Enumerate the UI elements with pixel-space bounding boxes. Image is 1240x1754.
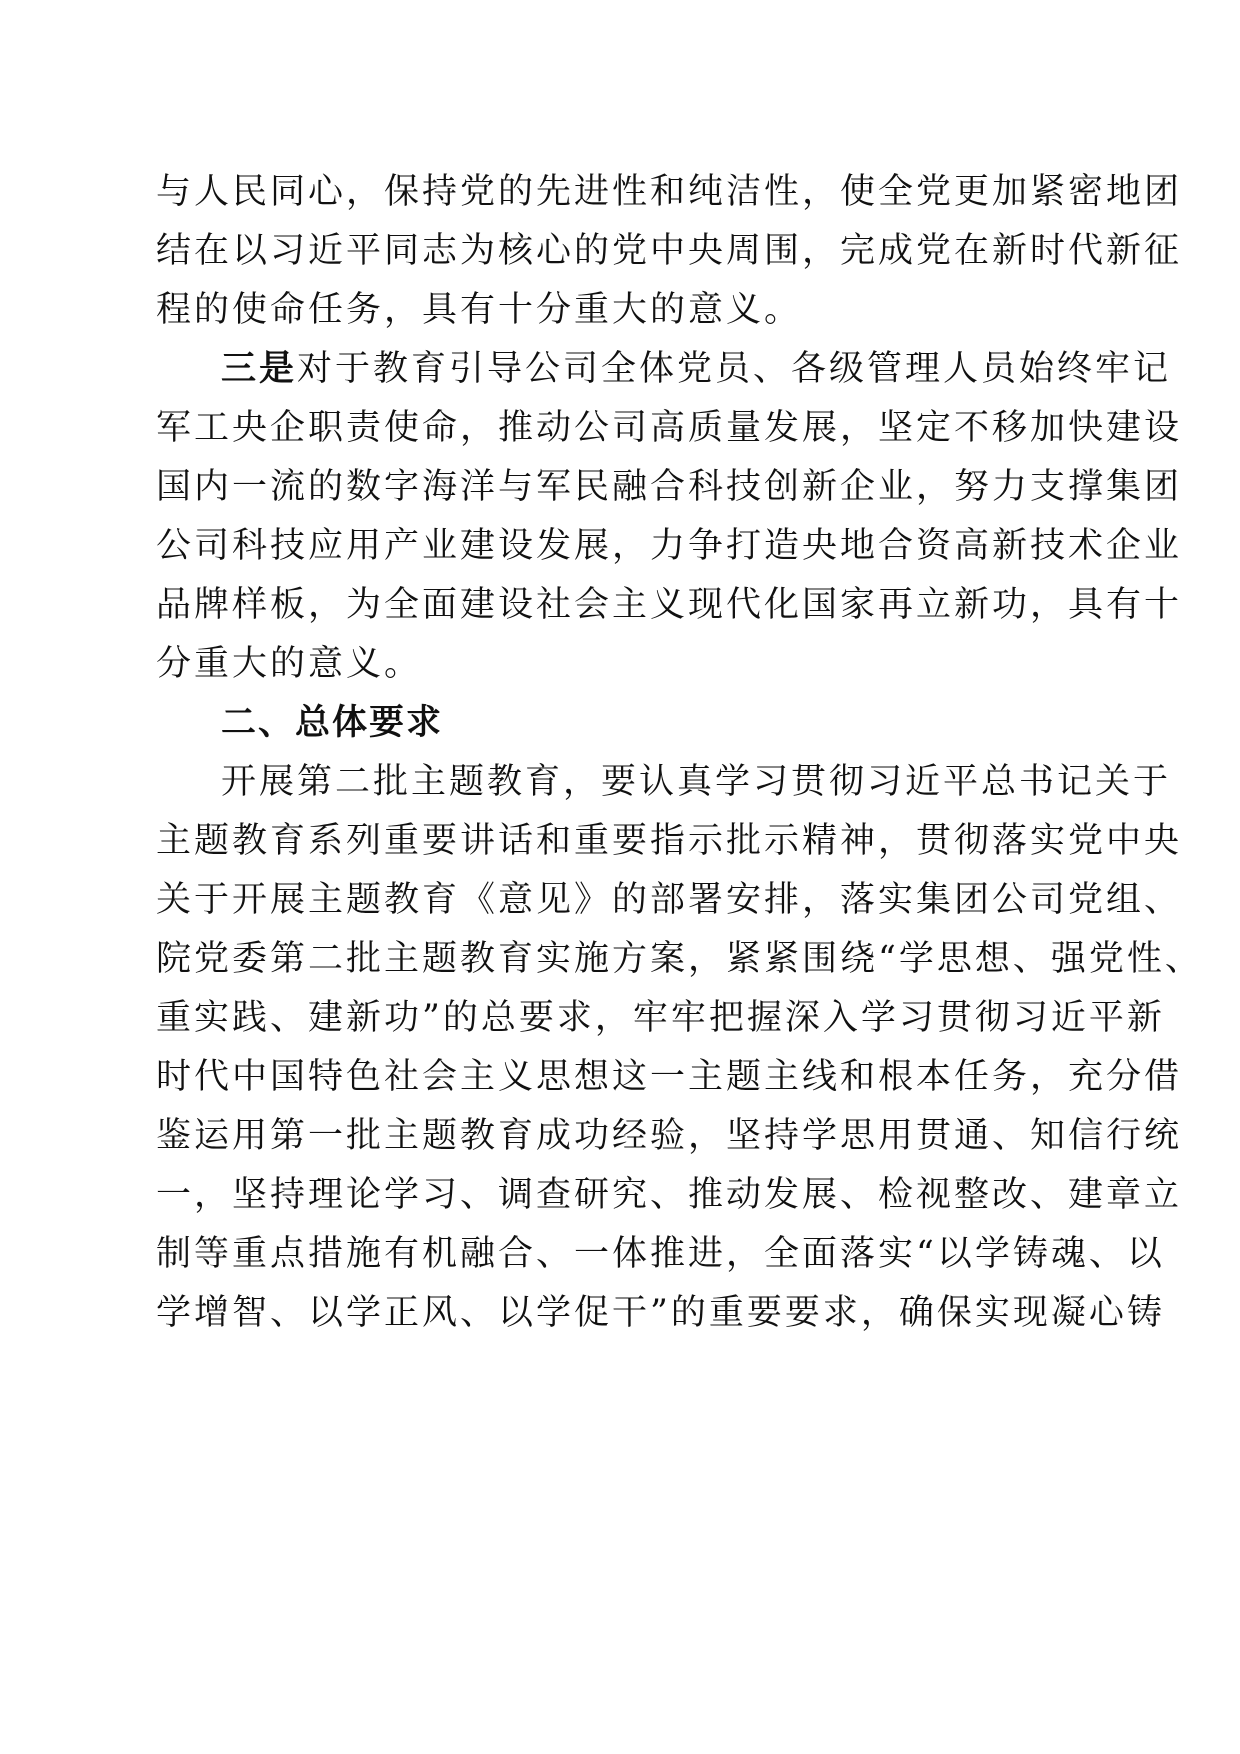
paragraph-line: 品牌样板，为全面建设社会主义现代化国家再立新功，具有十 bbox=[156, 585, 1183, 625]
paragraph-line: 学增智、以学正风、以学促干”的重要要求，确保实现凝心铸 bbox=[156, 1293, 1165, 1333]
paragraph-line: 重实践、建新功”的总要求，牢牢把握深入学习贯彻习近平新 bbox=[156, 998, 1165, 1038]
paragraph-line: 院党委第二批主题教育实施方案，紧紧围绕“学思想、强党性、 bbox=[156, 939, 1203, 979]
paragraph-line: 一，坚持理论学习、调查研究、推动发展、检视整改、建章立 bbox=[156, 1175, 1183, 1215]
paragraph-text: 对于教育引导公司全体党员、各级管理人员始终牢记 bbox=[297, 349, 1172, 389]
paragraph-line: 开展第二批主题教育，要认真学习贯彻习近平总书记关于 bbox=[221, 762, 1172, 802]
paragraph-line-point-three bbox=[221, 347, 1171, 391]
paragraph-line: 程的使命任务，具有十分重大的意义。 bbox=[156, 290, 803, 330]
paragraph-line: 鉴运用第一批主题教育成功经验，坚持学思用贯通、知信行统 bbox=[156, 1116, 1183, 1156]
paragraph-line: 公司科技应用产业建设发展，力争打造央地合资高新技术企业 bbox=[156, 526, 1183, 566]
paragraph-line: 分重大的意义。 bbox=[156, 644, 423, 684]
section-heading: 二、总体要求 bbox=[221, 703, 444, 743]
paragraph-line: 结在以习近平同志为核心的党中央周围，完成党在新时代新征 bbox=[156, 231, 1183, 271]
paragraph-line: 关于开展主题教育《意见》的部署安排，落实集团公司党组、 bbox=[156, 880, 1183, 920]
lead-bold-label: 三是 bbox=[221, 349, 298, 389]
paragraph-line: 制等重点措施有机融合、一体推进，全面落实“以学铸魂、以 bbox=[156, 1234, 1165, 1274]
paragraph-line: 军工央企职责使命，推动公司高质量发展，坚定不移加快建设 bbox=[156, 408, 1183, 448]
paragraph-line: 时代中国特色社会主义思想这一主题主线和根本任务，充分借 bbox=[156, 1057, 1183, 1097]
paragraph-line: 与人民同心，保持党的先进性和纯洁性，使全党更加紧密地团 bbox=[156, 172, 1183, 212]
paragraph-line: 主题教育系列重要讲话和重要指示批示精神，贯彻落实党中央 bbox=[156, 821, 1183, 861]
paragraph-line: 国内一流的数字海洋与军民融合科技创新企业，努力支撑集团 bbox=[156, 467, 1183, 507]
